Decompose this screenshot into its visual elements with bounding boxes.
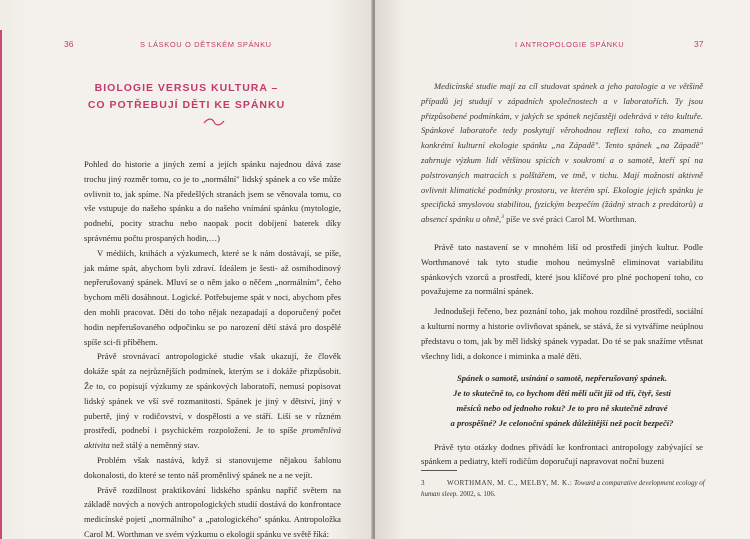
- running-header-right: I ANTROPOLOGIE SPÁNKU: [515, 40, 625, 49]
- paragraph: Pohled do historie a jiných zemí a jejích spánku najednou dává zase trochu jiný rozměr tomu, co je to „normální" lidský spánek a co vše může ovlivnit to, jak spíme. Na předešlých stranách jsem se věnovala tomu, co vše vstupuje do našeho spánku a do našeho vnímání spánku (mytologie, podnebí, pocity strachu nebo naopak pocit dobíjení baterek díky správnému počtu prospaných hodin,…): [84, 159, 341, 243]
- paragraph-text: než stálý a neměnný stav.: [109, 440, 200, 451]
- chapter-title-line-2: CO POTŘEBUJÍ DĚTI KE SPÁNKU: [87, 99, 286, 111]
- paragraph: Problém však nastává, když si stanovujeme nějakou šablonu dokonalosti, do které se tento náš proměnlivý spánek ne a ne vejít.: [84, 454, 341, 480]
- highlighted-questions: [421, 371, 703, 430]
- page-number-left: 36: [64, 39, 74, 49]
- left-body-text: [84, 157, 341, 539]
- quote-attribution: píše ve své práci Carol M. Worthman.: [503, 214, 637, 225]
- left-page: [0, 0, 373, 539]
- chapter-title-line-1: BIOLOGIE VERSUS KULTURA –: [94, 82, 279, 94]
- footnote-divider: [421, 470, 457, 471]
- running-header-left: S LÁSKOU O DĚTSKÉM SPÁNKU: [140, 40, 272, 49]
- footnote-number: 3: [421, 479, 425, 487]
- footnote-ref: 3: [501, 214, 504, 221]
- question-line: Spánek o samotě, usínání o samotě, nepřerušovaný spánek.: [456, 373, 668, 384]
- footnote-details: 2002, s. 106.: [457, 490, 496, 498]
- question-line: měsíců nebo od jednoho roku? Je to pro ně skutečně zdravé: [456, 402, 668, 413]
- question-line: a prospěšné? Je celonoční spánek důležitější než pocit bezpečí?: [450, 417, 674, 428]
- page-number-right: 37: [694, 39, 704, 49]
- italic-emphasis: proměnlivá aktivita: [84, 425, 341, 451]
- paragraph-text: Právě srovnávací antropologické studie však ukazují, že člověk dokáže spát za nejrůznějších podmínek, kterým se i dokáže přizpůsobit. Že to, co popisují výzkumy ze spánkových laboratoří, nemusí popisovat lidský spánek ve vší své rozmanitosti. Spánek je jiný v dětství, jiný v pubertě, jiný v rodičovství, v dospělosti a ve stáří. Liší se v různém prostředí, podnebí i psychickém rozpoložení. Je to spíše: [84, 351, 341, 436]
- paragraph: [84, 349, 341, 453]
- right-body-text: [421, 79, 703, 469]
- question-line: Je to skutečně to, co bychom děti měli učit již od tří, čtyř, šesti: [453, 388, 671, 399]
- paragraph: Jednodušeji řečeno, bez poznání toho, jak mohou rozdílné prostředí, sociální a kulturní normy a historie ovlivňovat spánek, se stává, že si vytváříme neúplnou představu o tom, jak by měl lidský spánek vypadat. Do té se pak snažíme vtěsnat všechny lidi, a dokonce i miminka a malé děti.: [421, 306, 703, 361]
- tilde-ornament-icon: [202, 117, 226, 127]
- right-page: [375, 0, 750, 539]
- paragraph: Právě tato nastavení se v mnohém liší od prostředí jiných kultur. Podle Worthmanové tak tyto studie mohou neúmyslně eliminovat variabilitu spánkových vzorců a prostředí, které jsou klíčové pro plné pochopení toho, co považujeme za normální spánek.: [421, 241, 703, 297]
- footnote-authors: WORTHMAN, M. C., MELBY, M. K.:: [447, 479, 573, 487]
- paragraph: Právě tyto otázky dodnes přivádí ke konfrontaci antropology zabývající se spánkem a pediatry, kteří rodičům doporučují napravovat noční buzeni: [421, 441, 703, 467]
- quote-text: Medicínské studie mají za cíl studovat spánek a jeho patologie a ve většině případů jej studují v západních společnostech a v laboratořích. Ty jsou přizpůsobené podmínkám, v jakých se spánek nejčastěji odehrává v této kultuře. Spánkové laboratoře tedy poskytují věrohodnou reflexi toho, co znamená konkrétní kulturní ekologie spánku „na Západě". Tento spánek „na Západě" zahrnuje výzkum lidí většinou spících v soukromí a o samotě, kteří spí na polstrovaných matracích s polštářem, ve tmě, v tichu. Mají možnosti aktivně ovlivnit klimatické podmínky prostoru, ve kterém spí. Ekologie jejich spánku je specifická smyslovou stabilitou, fyzickým bezpečím (žádný strach z predátorů) a absencí spánku u ohně,: [421, 81, 703, 225]
- block-quote: [421, 79, 703, 227]
- footnote-title: Toward a comparative development ecology of human sleep.: [421, 479, 705, 498]
- paragraph: Právě rozdílnost praktikování lidského spánku napříč světem na základě nových a nových antropologických studií dostává do konfrontace medicínské pojetí „normálního" a „patologického" spánku. Antropoložka Carol M. Worthman ve svém výzkumu o ekologii spánku ve světě říká:: [84, 484, 341, 539]
- footnote: [421, 478, 711, 500]
- chapter-title: [0, 80, 373, 114]
- paragraph: V médiích, knihách a výzkumech, které se k nám dostávají, se píše, jak máme spát, abychom byli zdraví. Ideálem je šesti- až osmihodinový nepřerušovaný spánek. Mluví se o něm jako o něčem „normálním", čeho bychom měli dosáhnout. Logické. Potřebujeme spát v noci, abychom přes den mohli pracovat. Děti do toho nějak nezapadají a doporučený počet hodin nepřerušovaného odpočinku se po narození dětí stává pro dospělé spíše sci-fi příběhem.: [84, 247, 341, 347]
